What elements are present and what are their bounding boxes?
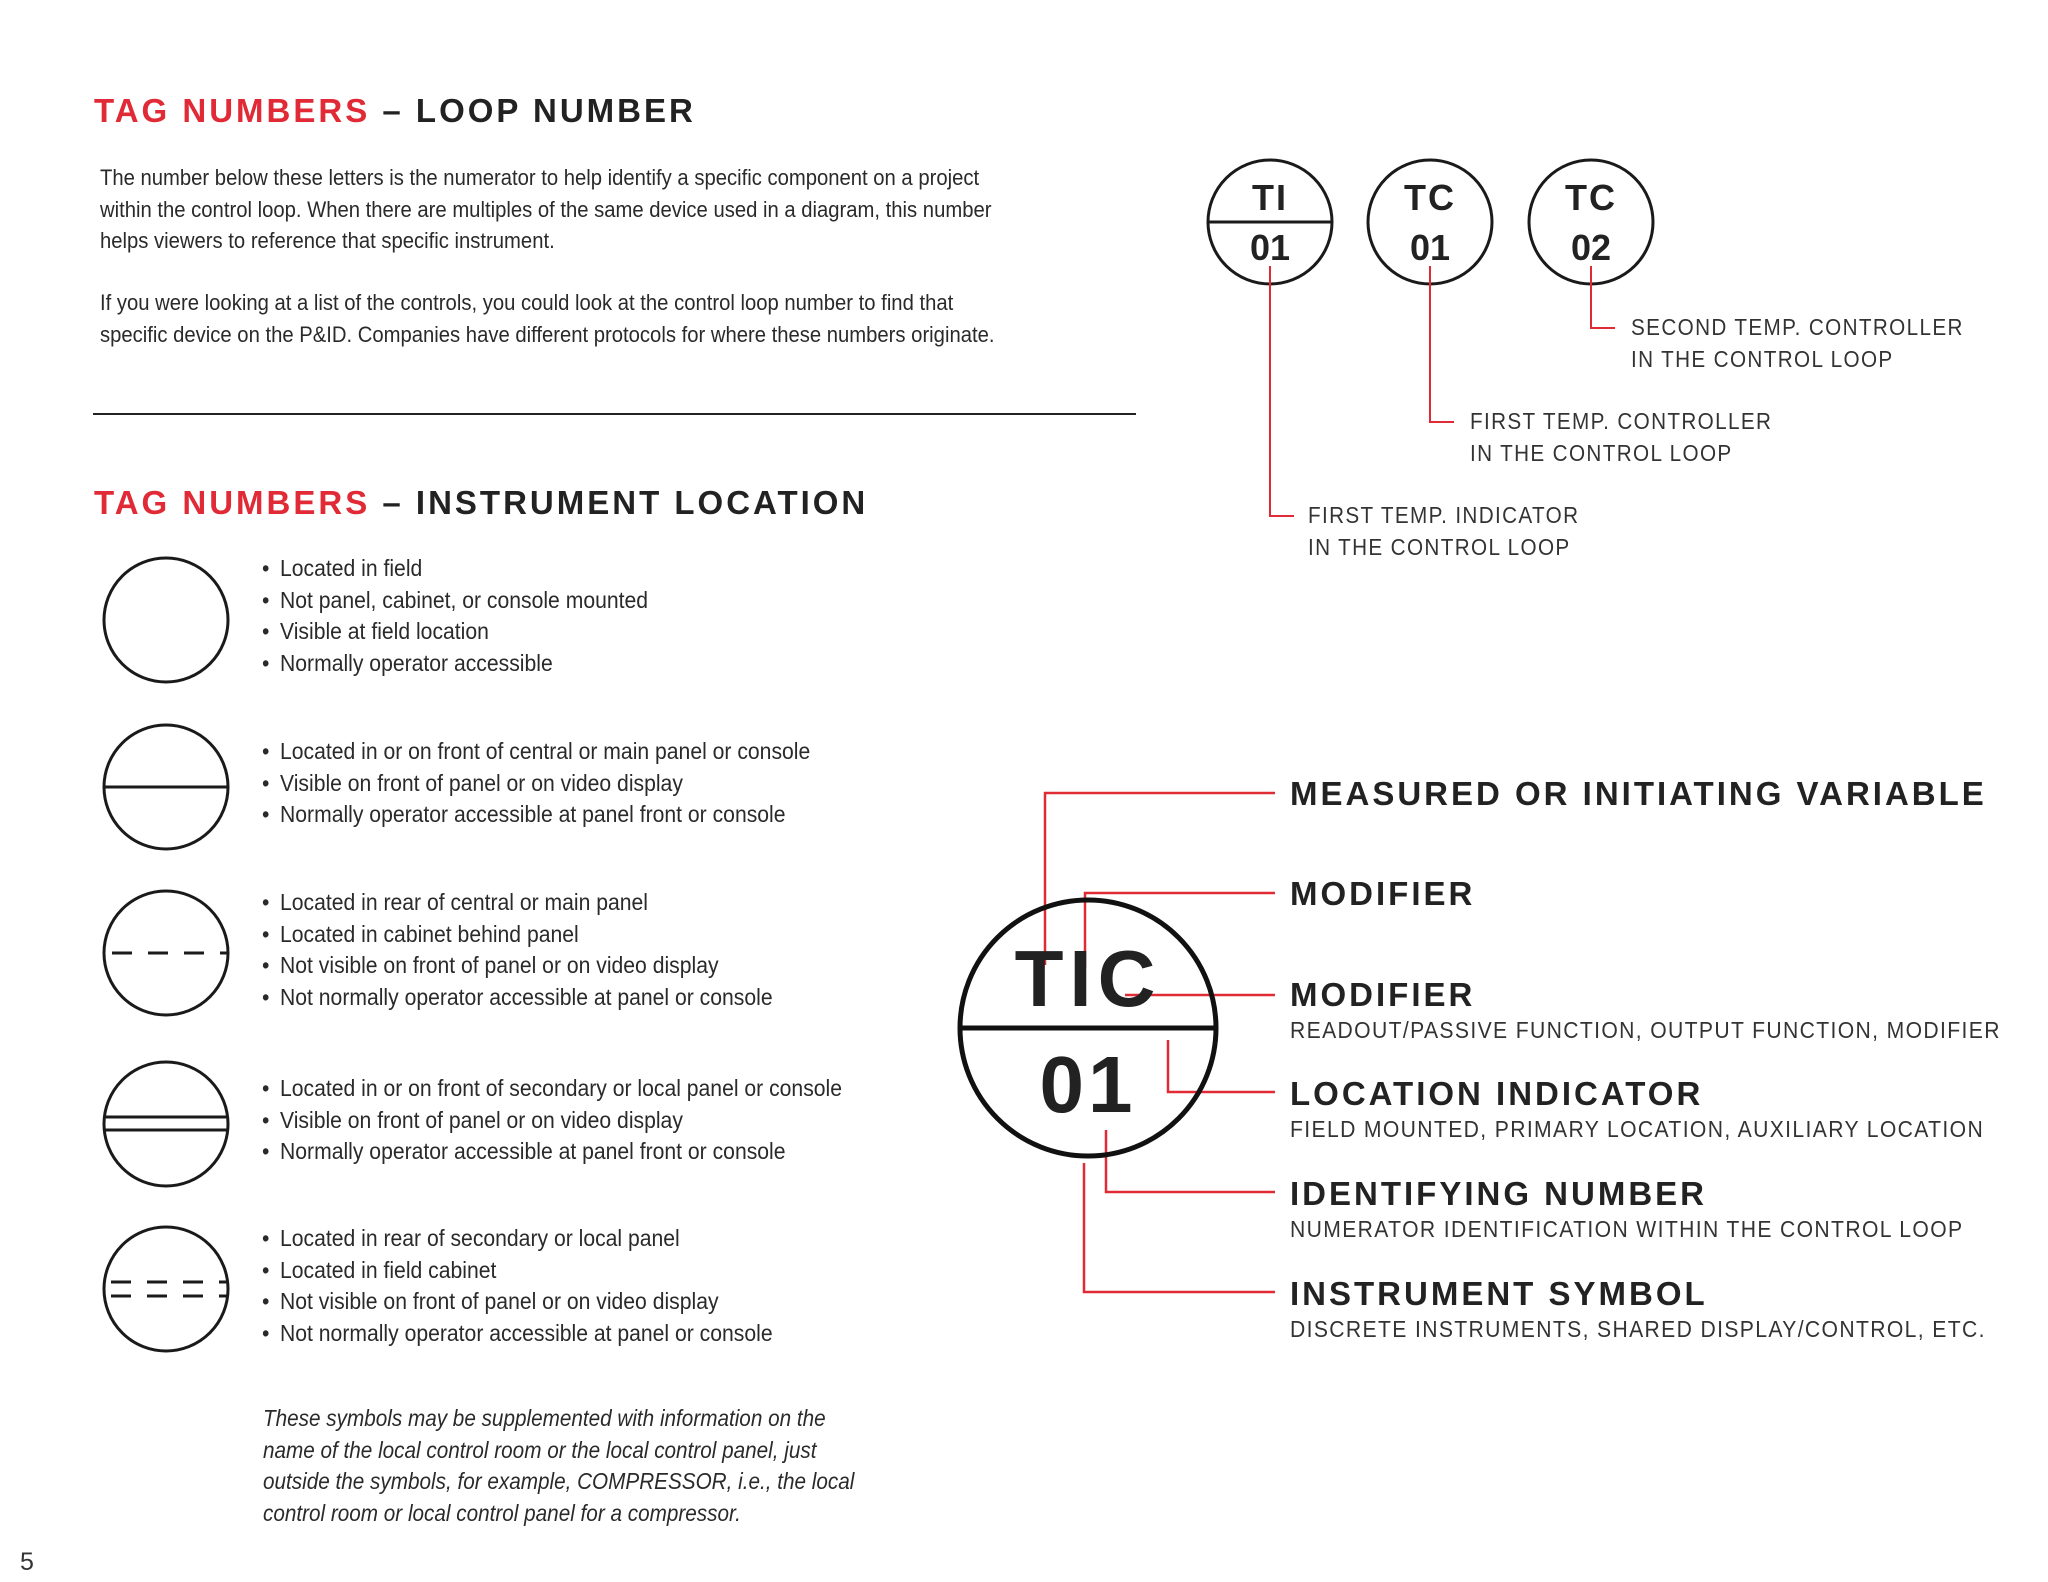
list-item: • Not visible on front of panel or on video display <box>262 950 773 982</box>
loop-heading-dark: – LOOP NUMBER <box>382 92 696 129</box>
loop-paragraph-2-line: specific device on the P&ID. Companies have different protocols for where these numbers originate. <box>100 321 995 347</box>
bubble-bottom-text: 01 <box>1249 227 1291 268</box>
leader-instrument-symbol <box>1084 1163 1275 1292</box>
location-bullets-4 <box>262 1073 842 1168</box>
location-bullets-2 <box>262 736 810 831</box>
list-item: • Normally operator accessible at panel front or console <box>262 1136 842 1168</box>
primary-panel-rear-icon <box>99 886 233 1020</box>
tag-loop-number: 01 <box>1039 1040 1137 1129</box>
list-item: • Not normally operator accessible at panel or console <box>262 1318 773 1350</box>
location-footnote <box>263 1403 854 1529</box>
note-line: outside the symbols, for example, COMPRESSOR, i.e., the local <box>263 1468 855 1494</box>
bubble-bottom-text: 01 <box>1409 227 1451 268</box>
location-bullets-3 <box>262 887 773 1013</box>
location-bullets-1 <box>262 553 648 679</box>
label-line: IN THE CONTROL LOOP <box>1308 533 1571 560</box>
secondary-panel-rear-icon <box>99 1222 233 1356</box>
bubble-tc-01 <box>1368 160 1492 284</box>
label-line: FIRST TEMP. CONTROLLER <box>1470 408 1773 434</box>
loop-paragraph-1-line: The number below these letters is the numerator to help identify a specific component on a project <box>100 165 980 190</box>
label-line: IN THE CONTROL LOOP <box>1631 345 1894 372</box>
list-item: • Visible on front of panel or on video display <box>262 768 810 800</box>
list-item: • Located in rear of secondary or local panel <box>262 1223 773 1255</box>
list-item: • Normally operator accessible <box>262 648 648 680</box>
leader-identifying-number <box>1106 1130 1275 1192</box>
bubble-top-text: TI <box>1252 177 1288 218</box>
part-location-indicator-sub: FIELD MOUNTED, PRIMARY LOCATION, AUXILIARY LOCATION <box>1290 1116 1985 1142</box>
page-number: 5 <box>20 1548 34 1576</box>
part-instrument-symbol-title: INSTRUMENT SYMBOL <box>1290 1275 1708 1312</box>
note-line: control room or local control panel for a compressor. <box>263 1499 741 1526</box>
loop-paragraph-2 <box>100 287 1094 350</box>
list-item: • Located in rear of central or main panel <box>262 887 773 919</box>
loop-heading-red: TAG NUMBERS <box>94 92 371 129</box>
loop-paragraph-1 <box>100 162 1091 257</box>
primary-panel-front-icon <box>99 720 233 854</box>
bubble-top-text: TC <box>1404 177 1456 218</box>
label-second-temp-controller <box>1631 312 1964 375</box>
loop-paragraph-1-line: helps viewers to reference that specific instrument. <box>100 228 555 253</box>
section-divider <box>93 413 1136 415</box>
bubble-top-text: TC <box>1565 177 1617 218</box>
list-item: • Not normally operator accessible at panel or console <box>262 982 773 1014</box>
leader-line-tc01 <box>1430 266 1454 422</box>
bubble-bottom-text: 02 <box>1570 227 1612 268</box>
note-line: name of the local control room or the local control panel, just <box>263 1436 817 1463</box>
bubble-tc-02 <box>1529 160 1653 284</box>
tag-top-letters: TIC <box>1014 934 1162 1023</box>
part-instrument-symbol-sub: DISCRETE INSTRUMENTS, SHARED DISPLAY/CONTROL, ETC. <box>1290 1316 1986 1342</box>
location-bullets-5 <box>262 1223 773 1349</box>
list-item: • Not panel, cabinet, or console mounted <box>262 585 648 617</box>
list-item: • Located in field <box>262 553 648 585</box>
leader-line-ti <box>1270 266 1294 516</box>
loop-paragraph-1-line: within the control loop. When there are multiples of the same device used in a diagram, this number <box>100 196 992 222</box>
list-item: • Visible on front of panel or on video display <box>262 1105 842 1137</box>
label-first-temp-indicator <box>1308 500 1579 563</box>
leader-location-indicator <box>1168 1040 1275 1092</box>
part-modifier-1-title: MODIFIER <box>1290 875 1476 912</box>
instrument-location-heading <box>94 484 868 522</box>
list-item: • Located in field cabinet <box>262 1255 773 1287</box>
field-mounted-circle-icon <box>99 553 233 687</box>
secondary-panel-front-icon <box>99 1057 233 1191</box>
part-modifier-2-sub: READOUT/PASSIVE FUNCTION, OUTPUT FUNCTION, MODIFIER <box>1290 1017 2001 1043</box>
list-item: • Not visible on front of panel or on video display <box>262 1286 773 1318</box>
list-item: • Located in or on front of secondary or local panel or console <box>262 1073 842 1105</box>
label-line: FIRST TEMP. INDICATOR <box>1308 502 1580 528</box>
part-identifying-number-title: IDENTIFYING NUMBER <box>1290 1175 1707 1212</box>
label-line: SECOND TEMP. CONTROLLER <box>1631 314 1964 340</box>
bubble-ti-01 <box>1208 160 1332 284</box>
part-modifier-2-title: MODIFIER <box>1290 976 1476 1013</box>
loop-number-heading <box>94 92 696 130</box>
part-location-indicator-title: LOCATION INDICATOR <box>1290 1075 1704 1112</box>
note-line: These symbols may be supplemented with information on the <box>263 1405 826 1431</box>
list-item: • Normally operator accessible at panel front or console <box>262 799 810 831</box>
tag-anatomy-diagram <box>950 780 1290 1320</box>
list-item: • Visible at field location <box>262 616 648 648</box>
part-measured-variable-title: MEASURED OR INITIATING VARIABLE <box>1290 775 1987 812</box>
loop-paragraph-2-line: If you were looking at a list of the controls, you could look at the control loop number to find that <box>100 290 954 315</box>
part-identifying-number-sub: NUMERATOR IDENTIFICATION WITHIN THE CONTROL LOOP <box>1290 1216 1964 1242</box>
list-item: • Located in or on front of central or main panel or console <box>262 736 810 768</box>
location-heading-dark: – INSTRUMENT LOCATION <box>382 484 869 521</box>
label-first-temp-controller <box>1470 406 1772 469</box>
location-heading-red: TAG NUMBERS <box>94 484 371 521</box>
label-line: IN THE CONTROL LOOP <box>1470 439 1733 466</box>
list-item: • Located in cabinet behind panel <box>262 919 773 951</box>
